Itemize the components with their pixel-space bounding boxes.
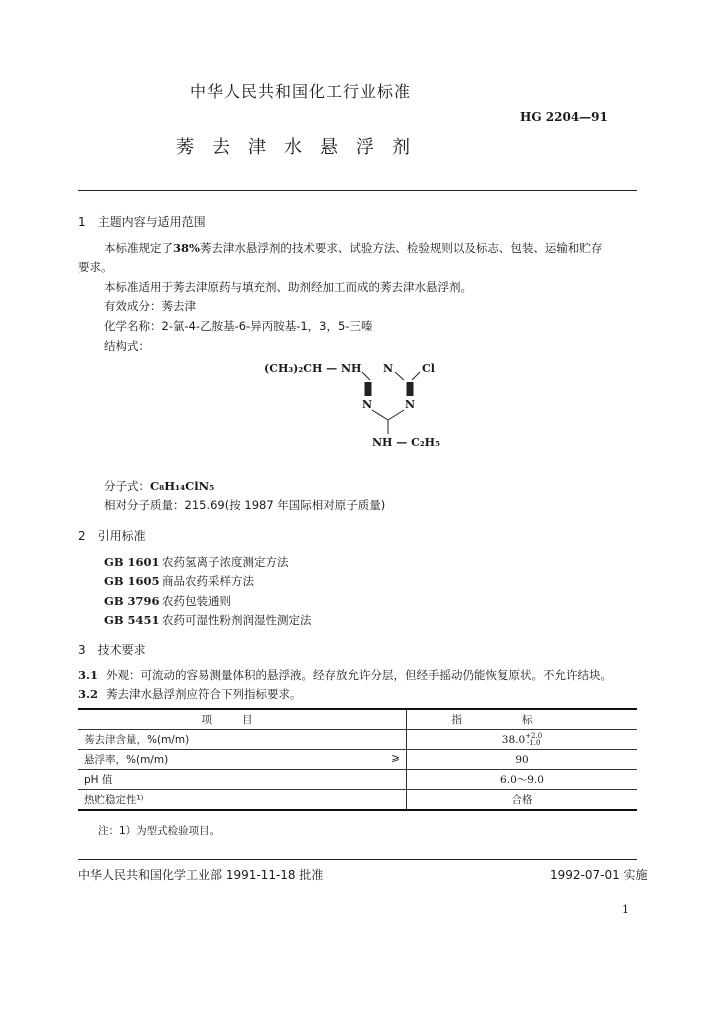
row-value-text: 合格 [511, 794, 533, 806]
row-item-label: 热贮稳定性¹⁾ [84, 794, 144, 806]
row-value-text: 38.0 [501, 733, 526, 746]
section-1-heading: 1 主题内容与适用范围 [78, 215, 206, 229]
document-title: 莠去津水悬浮剂 [176, 137, 428, 158]
table-header-row [78, 709, 637, 730]
ethylamino-group: NH — C₂H₅ [372, 436, 440, 449]
reference-title: 农药包装通则 [162, 594, 231, 608]
standard-code: HG 2204—91 [520, 110, 608, 124]
reference-code: GB 3796 [104, 594, 160, 608]
row-item-label: 莠去津含量，%(m/m) [84, 734, 190, 746]
row-value-text: 6.0～9.0 [500, 774, 544, 786]
row-item-label: pH 值 [84, 774, 113, 786]
table-row [78, 770, 637, 790]
effective-date: 1992-07-01 实施 [550, 868, 648, 882]
p1-concentration: 38% [173, 241, 200, 255]
specification-table [78, 708, 637, 811]
isopropylamino-group: (CH₃)₂CH — NH [264, 362, 362, 375]
clause-3-2-text: 莠去津水悬浮剂应符合下列指标要求。 [106, 687, 302, 701]
tolerance-minus: -1.0 [526, 738, 541, 747]
tolerance [525, 733, 542, 747]
chlorine-atom: Cl [422, 362, 435, 375]
greater-equal-symbol: ⩾ [391, 752, 400, 764]
molecular-formula [104, 478, 214, 495]
ring-nitrogen-right: N [405, 398, 416, 411]
row-item [78, 750, 407, 770]
tolerance-plus: +2.0 [525, 731, 543, 740]
row-value [407, 730, 638, 750]
chemical-name: 化学名称：2-氯-4-乙胺基-6-异丙胺基-1，3，5-三嗪 [104, 319, 373, 333]
p1-text-a: 本标准规定了 [104, 241, 173, 255]
row-value [407, 750, 638, 770]
row-item [78, 770, 407, 790]
row-value [407, 790, 638, 811]
relative-molecular-mass: 相对分子质量：215.69(按 1987 年国际相对原子质量) [104, 498, 386, 512]
table-row [78, 790, 637, 811]
footer-divider [78, 859, 637, 860]
header-item: 项目 [78, 709, 407, 730]
header-index: 指标 [407, 709, 638, 730]
clause-3-1-text: 外观：可流动的容易测量体积的悬浮液。经存放允许分层，但经手摇动仍能恢复原状。不允许结块。 [106, 668, 612, 682]
section-1-paragraph-1-cont: 要求。 [78, 260, 113, 274]
section-3-heading: 3 技术要求 [78, 643, 146, 657]
industry-standard-heading: 中华人民共和国化工行业标准 [190, 82, 412, 101]
reference-code: GB 1601 [104, 555, 160, 569]
reference-title: 农药氢离子浓度测定方法 [162, 555, 289, 569]
table-note: 注：1）为型式检验项目。 [98, 825, 221, 837]
reference-item [104, 593, 231, 609]
reference-code: GB 1605 [104, 574, 160, 588]
ring-nitrogen-left: N [362, 398, 373, 411]
molecular-formula-label: 分子式： [104, 479, 150, 493]
table-row [78, 750, 637, 770]
reference-item [104, 612, 312, 628]
page-number: 1 [622, 903, 629, 916]
clause-3-1-number: 3.1 [78, 668, 99, 682]
approval-statement: 中华人民共和国化学工业部 1991-11-18 批准 [78, 868, 324, 882]
clause-3-2 [78, 686, 302, 703]
molecular-formula-value: C₈H₁₄ClN₅ [150, 479, 215, 493]
p1-text-b: 莠去津水悬浮剂的技术要求、试验方法、检验规则以及标志、包装、运输和贮存 [199, 241, 603, 255]
section-1-paragraph-2: 本标准适用于莠去津原药与填充剂、助剂经加工而成的莠去津水悬浮剂。 [104, 280, 472, 294]
reference-title: 农药可湿性粉剂润湿性测定法 [162, 613, 312, 627]
row-item [78, 730, 407, 750]
structure-label: 结构式： [104, 339, 150, 353]
reference-title: 商品农药采样方法 [162, 574, 254, 588]
section-2-heading: 2 引用标准 [78, 529, 146, 543]
table-row [78, 730, 637, 750]
row-item [78, 790, 407, 811]
reference-item [104, 573, 254, 589]
clause-3-2-number: 3.2 [78, 687, 99, 701]
clause-3-1 [78, 667, 612, 684]
reference-code: GB 5451 [104, 613, 160, 627]
active-ingredient: 有效成分：莠去津 [104, 299, 196, 313]
ring-nitrogen-top: N [383, 362, 394, 375]
row-value [407, 770, 638, 790]
reference-item [104, 554, 289, 570]
row-item-label: 悬浮率，%(m/m) [84, 754, 169, 766]
row-value-text: 90 [515, 753, 529, 766]
